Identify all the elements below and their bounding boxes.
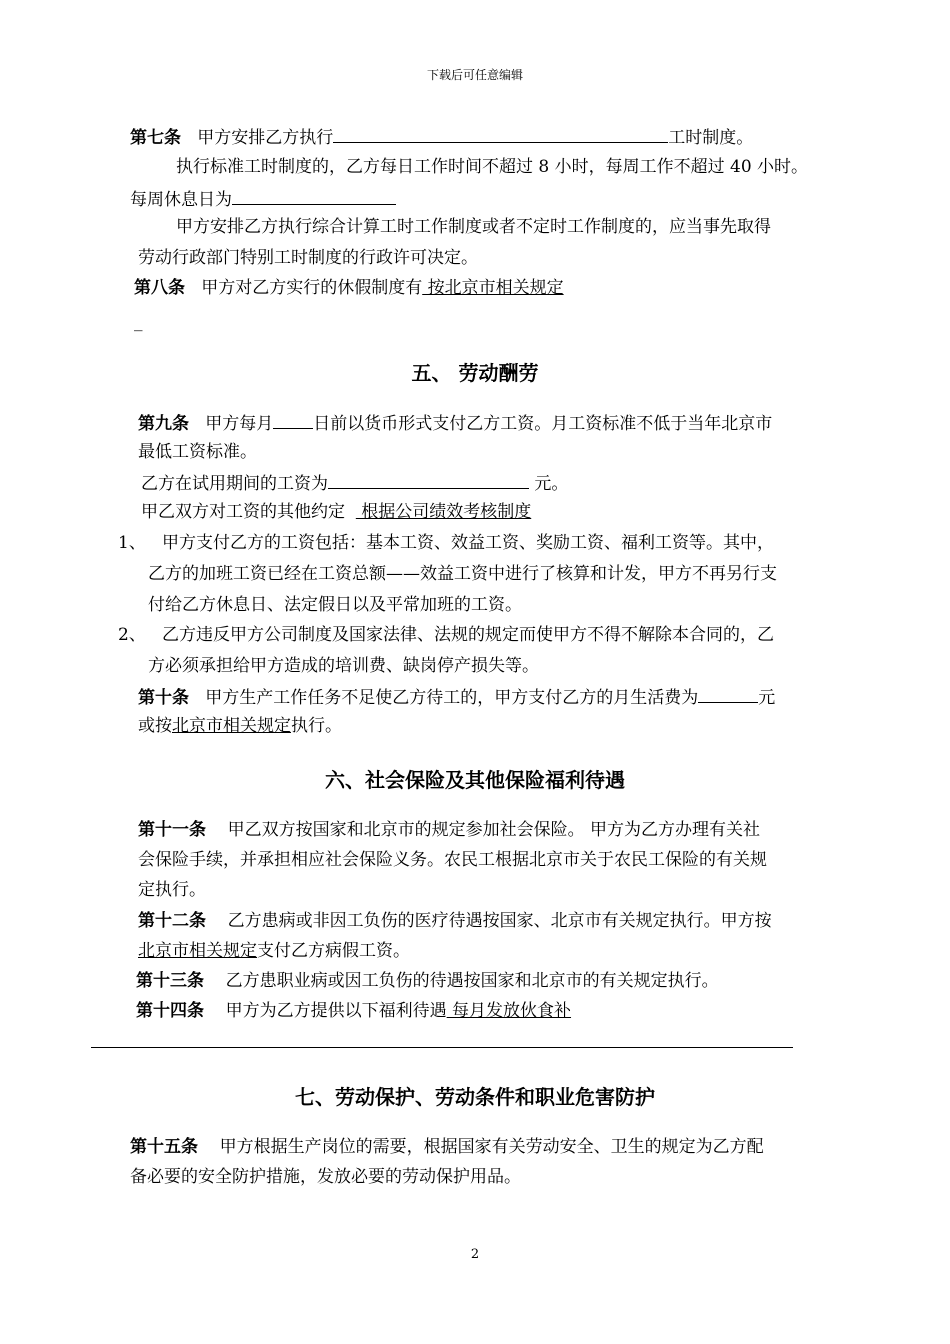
article-13-line [136,969,719,993]
article-12-line-2-trail: 支付乙方病假工资。 [257,941,410,961]
pay-day-blank[interactable] [273,410,313,429]
article-11-line-2: 会保险手续，并承担相应社会保险义务。农民工根据北京市关于农民工保险的有关规 [138,850,767,870]
probation-wage-label: 乙方在试用期间的工资为 [141,474,328,494]
article-12-line-2-value: 北京市相关规定 [138,941,257,961]
article-9-lead: 甲方每月 [205,414,274,434]
probation-wage-unit: 元。 [529,474,569,494]
article-7-label: 第七条 [130,128,181,148]
article-10-line-2 [138,714,342,738]
benefits-value: 每月发放伙食补 [446,1001,572,1021]
article-7-line-3 [130,186,396,212]
work-hours-blank[interactable] [333,124,668,143]
article-11-line-1 [138,818,760,842]
article-8-label: 第八条 [134,278,185,298]
rest-day-label: 每周休息日为 [130,190,232,210]
article-14-lead: 甲方为乙方提供以下福利待遇 [225,1001,447,1021]
article-11-label: 第十一条 [138,820,206,840]
article-10-lead: 甲方生产工作任务不足使乙方待工的，甲方支付乙方的月生活费为 [205,688,699,708]
section-6-title: 六、社会保险及其他保险福利待遇 [325,768,625,792]
article-14-line [136,999,571,1023]
article-15-line-2: 备必要的安全防护措施，发放必要的劳动保护用品。 [130,1167,521,1187]
other-agreement-line [141,500,531,524]
article-12-line-1 [138,909,772,933]
article-15-text-1: 甲方根据生产岗位的需要，根据国家有关劳动安全、卫生的规定为乙方配 [219,1137,764,1157]
article-13-text: 乙方患职业病或因工负伤的待遇按国家和北京市的有关规定执行。 [225,971,719,991]
page-number: 2 [470,1247,480,1262]
article-8-dash: _ [134,312,143,332]
rest-day-blank[interactable] [232,186,396,205]
article-7-line-4: 甲方安排乙方执行综合计算工时工作制度或者不定时工作制度的，应当事先取得 [176,217,771,237]
article-7-line-5: 劳动行政部门特别工时制度的行政许可决定。 [138,248,478,268]
article-8-line-1 [134,276,564,300]
item-2-line-1 [118,623,774,647]
leave-policy-value: 按北京市相关规定 [422,278,564,298]
article-10-line-2-trail: 执行。 [291,716,342,736]
article-14-label: 第十四条 [136,1001,204,1021]
article-10-line-2-value: 北京市相关规定 [172,716,291,736]
probation-wage-blank[interactable] [328,470,529,489]
article-11-line-3: 定执行。 [138,880,206,900]
page-header: 下载后可任意编辑 [426,68,523,82]
article-9-label: 第九条 [138,414,189,434]
article-9-line-2: 最低工资标准。 [138,442,257,462]
item-2-line-2: 方必须承担给甲方造成的培训费、缺岗停产损失等。 [148,656,539,676]
item-1-number: 1、 [118,533,146,553]
item-2-number: 2、 [118,625,146,645]
article-12-line-2 [138,939,410,963]
article-15-label: 第十五条 [130,1137,198,1157]
section-7-title: 七、劳动保护、劳动条件和职业危害防护 [295,1085,655,1109]
living-allowance-blank[interactable] [698,684,758,703]
probation-wage-line [141,470,568,496]
other-agreement-label: 甲乙双方对工资的其他约定 [141,502,345,522]
article-8-lead: 甲方对乙方实行的休假制度有 [201,278,423,298]
article-7-trail: 工时制度。 [668,128,754,148]
item-2-text-1: 乙方违反甲方公司制度及国家法律、法规的规定而使甲方不得不解除本合同的，乙 [162,625,775,645]
article-10-label: 第十条 [138,688,189,708]
article-12-label: 第十二条 [138,911,206,931]
article-10-unit: 元 [758,688,776,708]
article-7-line-1 [130,124,753,150]
article-9-line-1 [138,410,772,436]
article-11-text-1: 甲乙双方按国家和北京市的规定参加社会保险。 甲方为乙方办理有关社 [227,820,761,840]
other-agreement-value: 根据公司绩效考核制度 [355,502,532,522]
item-1-text-1: 甲方支付乙方的工资包括：基本工资、效益工资、奖励工资、福利工资等。其中， [162,533,775,553]
article-13-label: 第十三条 [136,971,204,991]
article-7-lead: 甲方安排乙方执行 [197,128,334,148]
section-5-title: 五、 劳动酬劳 [411,361,539,385]
divider-line [91,1047,793,1048]
article-15-line-1 [130,1135,764,1159]
item-1-line-1 [118,531,774,555]
item-1-line-3: 付给乙方休息日、法定假日以及平常加班的工资。 [148,595,522,615]
article-10-line-2-lead: 或按 [138,716,172,736]
item-1-line-2: 乙方的加班工资已经在工资总额——效益工资中进行了核算和计发，甲方不再另行支 [148,564,777,584]
article-7-line-2: 执行标准工时制度的，乙方每日工作时间不超过 8 小时，每周工作不超过 40 小时。 [176,157,809,177]
article-9-trail: 日前以货币形式支付乙方工资。月工资标准不低于当年北京市 [313,414,773,434]
article-10-line-1 [138,684,775,710]
article-12-text-1: 乙方患病或非因工负伤的医疗待遇按国家、北京市有关规定执行。甲方按 [227,911,772,931]
